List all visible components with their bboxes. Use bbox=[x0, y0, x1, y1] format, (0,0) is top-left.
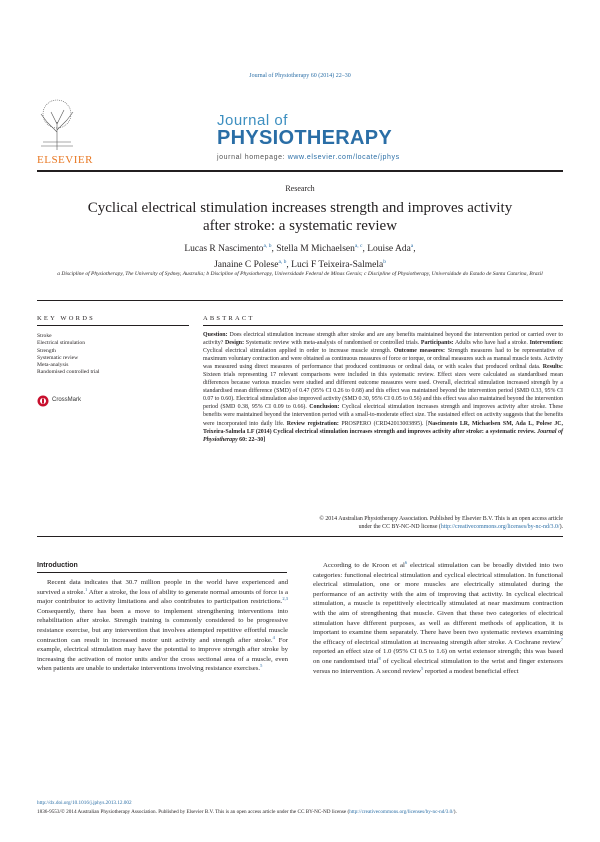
journal-homepage bbox=[217, 154, 400, 161]
abstract-label: Design: bbox=[225, 340, 245, 347]
license-link[interactable]: http://creativecommons.org/licenses/by-nc-nd/3.0/ bbox=[440, 524, 560, 530]
abstract-label: Review registration: bbox=[286, 420, 339, 427]
keywords-rule bbox=[37, 325, 189, 326]
keywords-heading: KEY WORDS bbox=[37, 315, 95, 322]
citation-journal: Journal of Physiotherapy bbox=[203, 428, 563, 443]
abstract-text: Does electrical stimulation increase strength after stroke and are any benefits maintained beyond the intervention period or carried over to activity? bbox=[203, 332, 563, 347]
homepage-label: journal homepage: bbox=[217, 154, 288, 161]
affiliations: a Discipline of Physiotherapy, The University of Sydney, Australia; b Discipline of Physiotherapy, Universidade Federal de Minas Gerais; c Discipline of Physiotherapy, Universidade do Estado de Santa Catarina, Brazil bbox=[57, 271, 543, 277]
title-line-1: Cyclical electrical stimulation increases strength and improves activity bbox=[87, 200, 513, 216]
footer-license-link[interactable]: http://creativecommons.org/licenses/by-nc-nd/3.0/ bbox=[349, 809, 454, 815]
keyword-item: Stroke bbox=[37, 333, 52, 339]
keyword-item: Meta-analysis bbox=[37, 362, 69, 369]
title-line-2: after stroke: a systematic review bbox=[202, 218, 398, 234]
footer-copy-text: 1836-9553/© 2014 Australian Physiotherapy Association. Published by Elsevier B.V. This is an open access article under the CC BY-NC-ND license ( bbox=[37, 809, 350, 815]
crossmark-badge[interactable] bbox=[37, 393, 97, 413]
author-affil-sup[interactable]: a, b bbox=[278, 259, 287, 266]
body-column-right bbox=[313, 561, 563, 676]
crossmark-label: CrossMark bbox=[52, 397, 82, 403]
citation-authors: Nascimento LR, Michaelsen SM, Ada L, Polese JC, Teixeira-Salmela LF (2014) Cyclical electrical stimulation increases strength and improves activity after stroke: a systematic review. bbox=[203, 420, 563, 435]
text-run: reported a modest beneficial effect bbox=[423, 667, 519, 675]
keyword-item: Electrical stimulation bbox=[37, 340, 85, 347]
abstract-label: Intervention: bbox=[529, 340, 563, 347]
text-run: According to de Kroon et al bbox=[323, 562, 405, 569]
abstract-text: Adults who have had a stroke. bbox=[453, 340, 530, 347]
journal-name: PHYSIOTHERAPY bbox=[217, 127, 393, 149]
abstract-copyright bbox=[203, 515, 563, 531]
text-run: reported an effect size of 1.0 (95% CI 0.5 to 1.6) on wrist extensor strength; this was based on one randomised trial bbox=[313, 648, 563, 665]
copyright-line: © 2014 Australian Physiotherapy Association. Published by Elsevier B.V. This is an open access article bbox=[319, 516, 563, 522]
crossmark-icon bbox=[37, 395, 49, 407]
citation-ref[interactable]: 5 bbox=[260, 663, 263, 669]
author-name: Louise Ada bbox=[367, 244, 411, 255]
paragraph bbox=[313, 561, 563, 676]
citation-ref[interactable]: 4 bbox=[272, 634, 275, 640]
abstract-label: Conclusion: bbox=[309, 404, 340, 411]
author-affil-sup[interactable]: a bbox=[410, 243, 414, 249]
abstract-heading: ABSTRACT bbox=[203, 315, 255, 322]
text-run: electrical stimulation can be broadly divided into two categories: functional electrical stimulation and cyclical electrical stimulation. In functional electrical stimulation, one or more muscles are electrically stimulated during the performance of an activity with the aim of improving that activity. In cyclical electrical stimulation, a muscle is repetitively electrically stimulated at near maximum contraction with the aim of strengthening that muscle. Given that these two categories of electrical stimulation have different purposes, as well as different methods of application, it is important to examine them separately. There have been two systematic reviews examining the efficacy of electrical stimulation at increasing strength after stroke. A Cochrane review bbox=[313, 562, 563, 646]
title-rule bbox=[37, 300, 563, 301]
copyright-text: ). bbox=[559, 524, 563, 530]
footer-copy-text: ). bbox=[453, 809, 457, 815]
abstract-label: Outcome measures: bbox=[393, 348, 446, 355]
author-name: Janaine C Polese bbox=[214, 260, 279, 271]
section-label: Research bbox=[285, 184, 315, 193]
citation-ref[interactable]: 8 bbox=[378, 655, 381, 661]
abstract-text: Cyclical electrical stimulation applied in order to increase muscle strength. bbox=[203, 348, 394, 355]
body-column-left bbox=[37, 578, 288, 674]
text-run: Consequently, there has been a move to implement strengthening interventions into rehabilitation after stroke. Strength training is commonly considered to be progressive resistance exercise, but any intervention that involves attempted repetitive effortful muscle contraction can result in increased motor unit activity and strength after stroke. bbox=[37, 607, 288, 644]
citation-ref[interactable]: 7 bbox=[560, 636, 563, 642]
text-run: After a stroke, the loss of ability to generate normal amounts of force is a major contributor to activity limitations and also contributes to participation restrictions. bbox=[37, 588, 288, 606]
elsevier-logo-text: ELSEVIER bbox=[37, 154, 93, 166]
header-rule bbox=[37, 170, 563, 172]
introduction-heading: Introduction bbox=[37, 562, 78, 569]
abstract-text: Sixteen trials representing 17 relevant comparisons were included in this systematic review. Effect sizes were calculated as standardised mean differences because various muscles were studied and different outcome measures were used. Overall, electrical stimulation increased strength by a standardised mean difference (SMD) of 0.47 (95% CI 0.26 to 0.68) and this effect was maintained beyond the intervention period (SMD 0.33, 95% CI 0.07 to 0.60). Electrical stimulation also improved activity (SMD 0.30, 95% CI 0.05 to 0.56) and this effect was also maintained beyond the intervention period (SMD 0.38, 95% CI 0.09 to 0.66). bbox=[203, 372, 563, 411]
introduction-rule bbox=[37, 572, 287, 573]
author-name: Stella M Michaelsen bbox=[276, 244, 355, 255]
keyword-item: Randomised controlled trial bbox=[37, 369, 100, 376]
article-title bbox=[40, 199, 560, 235]
abstract-text: PROSPERO (CRD42013003895). [ bbox=[338, 420, 428, 427]
author-affil-sup[interactable]: a, c bbox=[354, 243, 363, 249]
abstract-label: Question: bbox=[203, 332, 228, 338]
homepage-link[interactable]: www.elsevier.com/locate/jphys bbox=[287, 154, 400, 161]
abstract-body bbox=[203, 331, 563, 444]
abstract-text: Cyclical electrical stimulation increases strength and improves activity after stroke. These benefits were maintained beyond the intervention period with a small-to-moderate effect size. The sustained effect on activity suggests that the benefits were incorporated into daily life. bbox=[203, 404, 563, 427]
text-run: of cyclical electrical stimulation to the wrist and finger extensors versus no intervention. A second review bbox=[313, 657, 563, 675]
journal-reference[interactable]: Journal of Physiotherapy 60 (2014) 22–30 bbox=[249, 73, 351, 79]
copyright-text: under the CC BY-NC-ND license ( bbox=[358, 524, 441, 530]
abstract-label: Participants: bbox=[420, 340, 454, 347]
citation-ref[interactable]: 6 bbox=[404, 559, 408, 565]
keyword-list bbox=[37, 333, 99, 377]
doi-link[interactable]: http://dx.doi.org/10.1016/j.jphys.2013.12.002 bbox=[37, 800, 132, 806]
citation-ref[interactable]: 5 bbox=[420, 665, 424, 671]
author-affil-sup[interactable]: a, b bbox=[263, 243, 272, 249]
author-name: Luci F Teixeira-Salmela bbox=[291, 260, 384, 271]
abstract-label: Results: bbox=[542, 364, 563, 371]
abstract-rule bbox=[203, 325, 563, 326]
keyword-item: Strength bbox=[37, 347, 56, 354]
abstract-text: Systematic review with meta-analysis of randomised or controlled trials. bbox=[244, 340, 421, 347]
elsevier-tree-logo bbox=[37, 92, 77, 152]
abstract-text: Strength measures had to be representative of maximum voluntary contraction and were obtained as continuous measures of force or torque, or ordinal measures such as manual muscle tests. Activity was measured using direct measures of performance that produced continuous or ordinal data, or with scales that produced ordinal data. bbox=[203, 348, 563, 371]
text-run: Recent data indicates that 30.7 million people in the world have experienced and survived a stroke. bbox=[37, 579, 288, 596]
text-run: For example, electrical stimulation may have the potential to improve strength after stroke by increasing the activation of motor units and/or the cross sectional area of a muscle, even when patients are unable to undertake interventions involving resistance exercises. bbox=[37, 636, 288, 673]
keyword-item: Systematic review bbox=[37, 354, 79, 361]
citation-tail: 60: 22–30] bbox=[237, 436, 266, 443]
citation-ref[interactable]: 2,3 bbox=[282, 595, 288, 601]
paragraph bbox=[37, 578, 288, 674]
author-affil-sup[interactable]: b bbox=[383, 259, 386, 266]
citation-ref[interactable]: 1 bbox=[85, 586, 88, 592]
author-list: Lucas R Nascimento$^{a, b}$, Stella M Michaelsen$^{a, c}$, Louise Ada$^a$, Janaine C Polese$^{a, b}$, Luci F Teixeira-Salmela$^b$ bbox=[184, 243, 416, 271]
abstract-bottom-rule bbox=[37, 536, 563, 537]
footer-copyright bbox=[37, 809, 563, 816]
journal-of-label: Journal of bbox=[217, 112, 288, 129]
author-name: Lucas R Nascimento bbox=[184, 244, 264, 255]
